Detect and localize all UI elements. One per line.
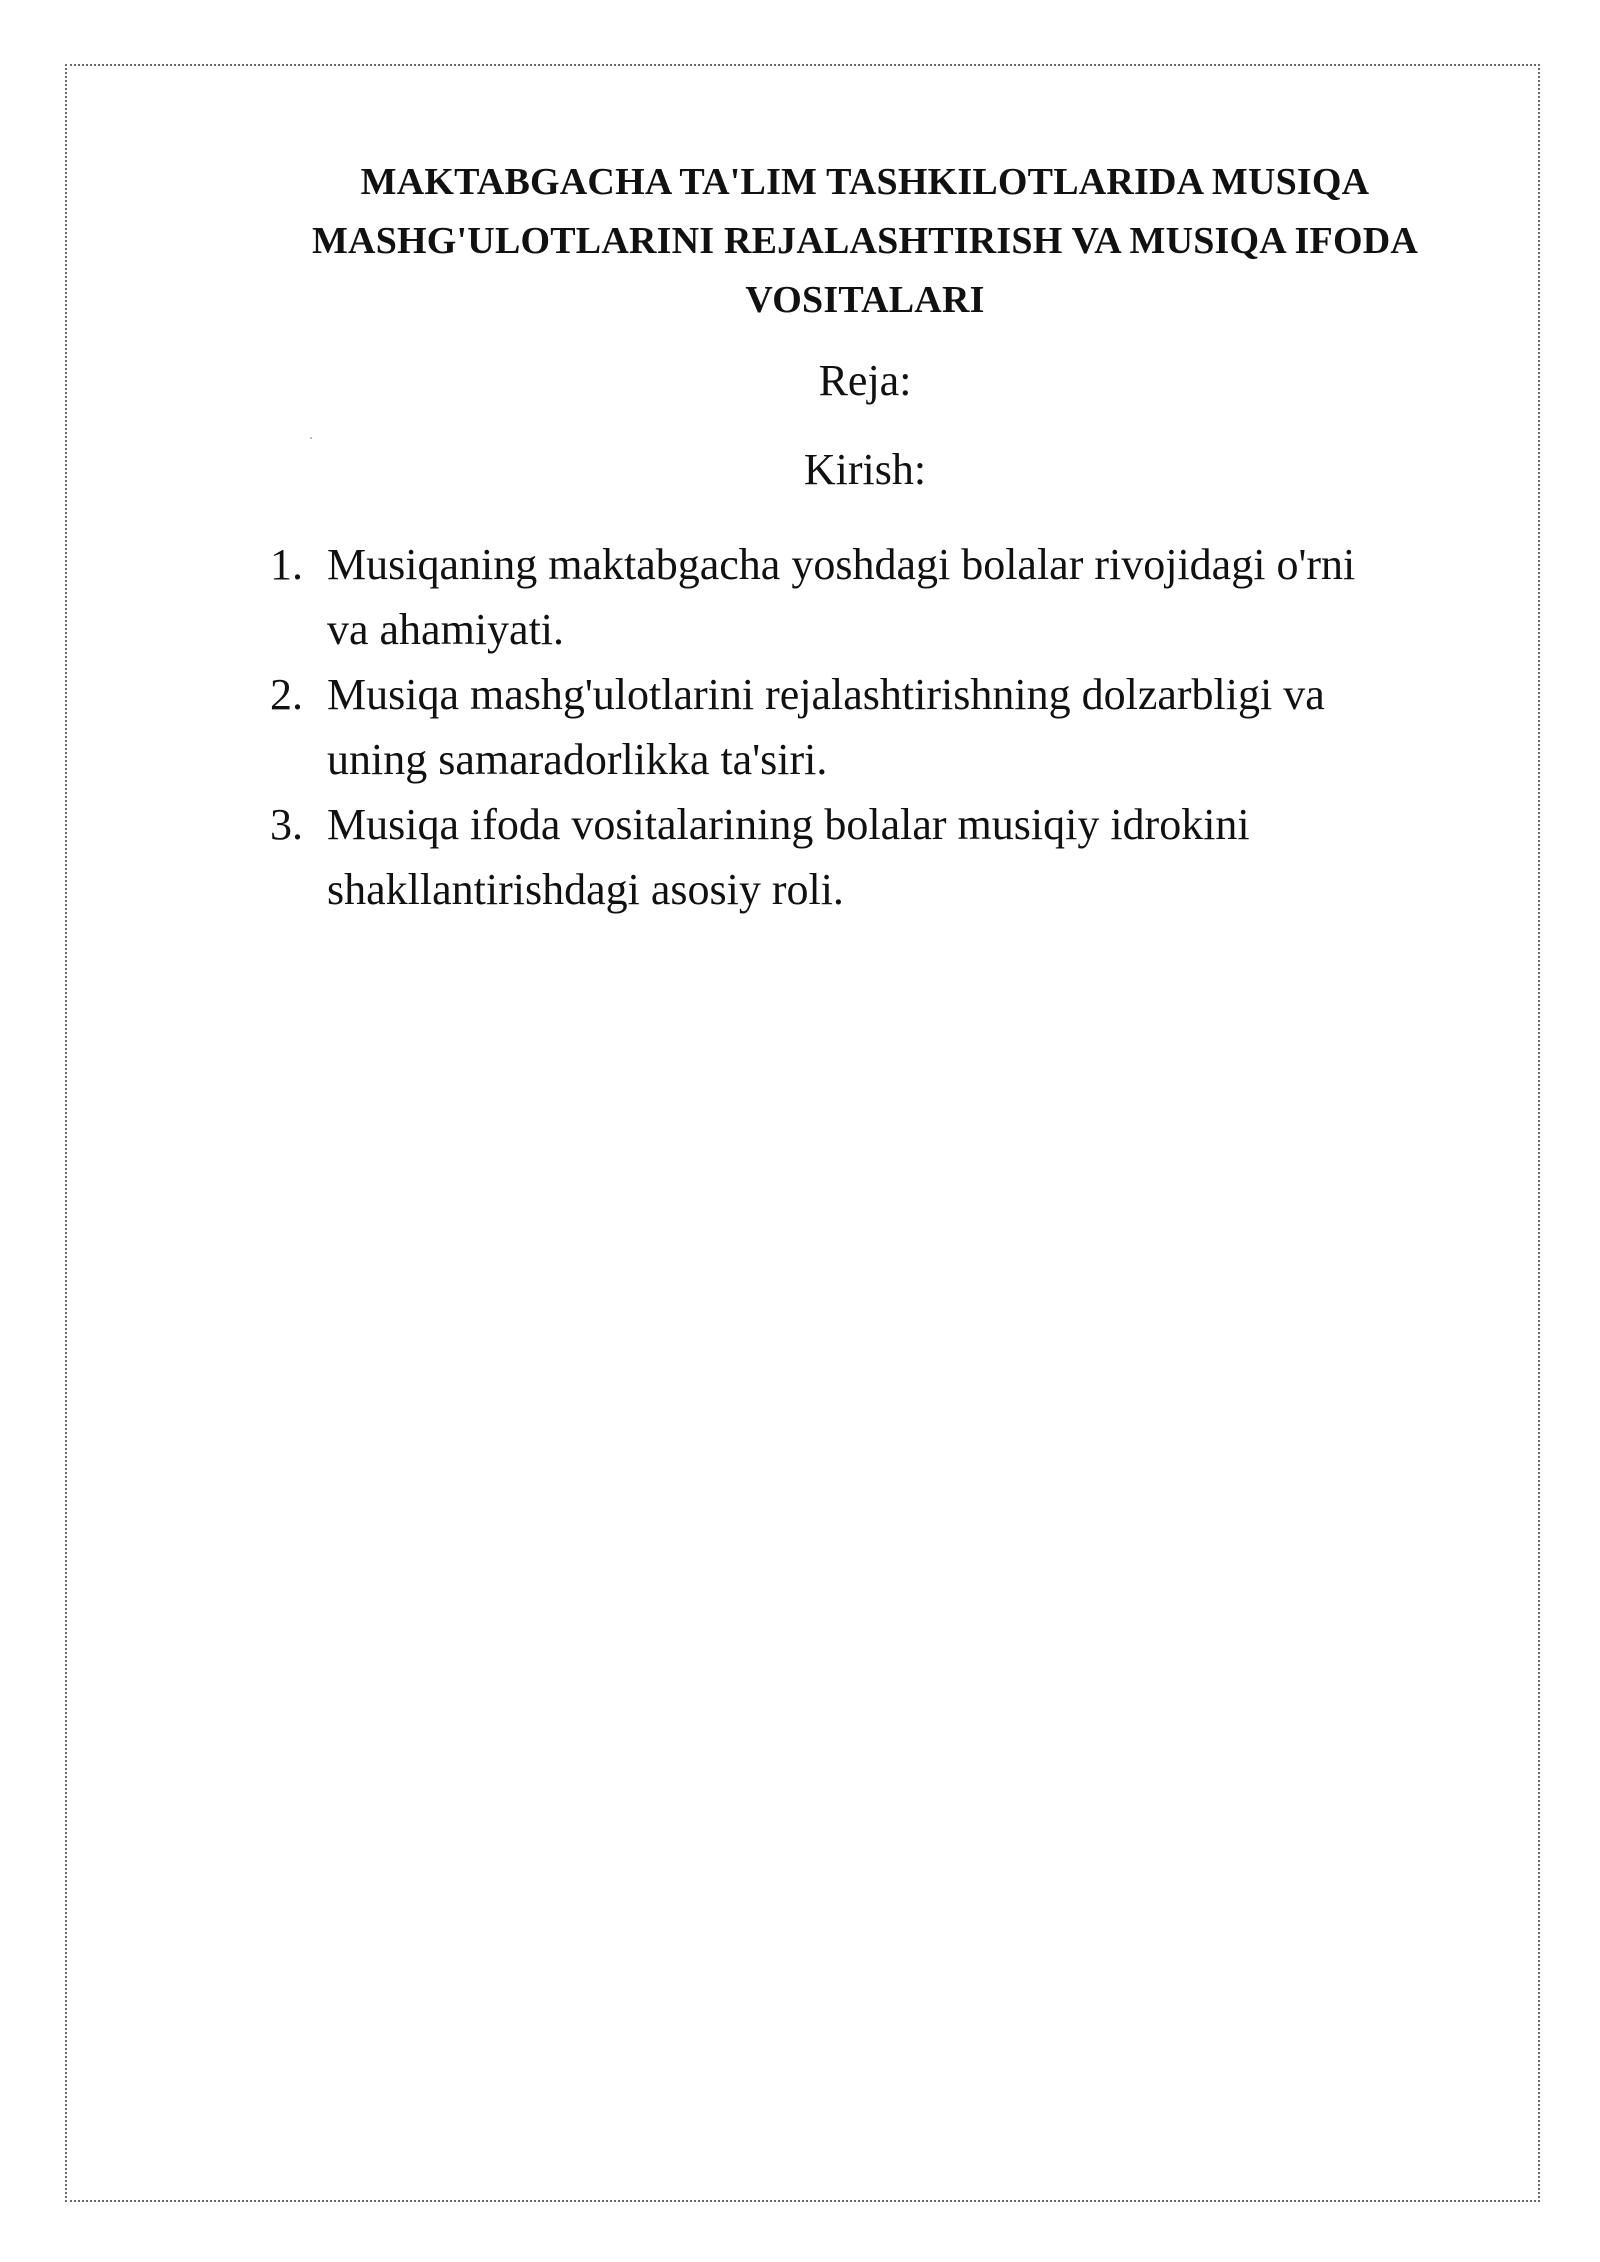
title-line-3: VOSITALARI	[745, 279, 985, 321]
plan-item-line: va ahamiyati.	[327, 605, 565, 654]
title-line-1: MAKTABGACHA TA'LIM TASHKILOTLARIDA MUSIQA	[360, 161, 1370, 203]
scan-speck	[310, 437, 312, 439]
plan-item-2	[270, 662, 1500, 792]
plan-item-number: 3.	[270, 800, 303, 849]
plan-item-text	[327, 792, 1500, 922]
plan-item-line: Musiqaning maktabgacha yoshdagi bolalar rivojidagi o'rni	[327, 540, 1356, 589]
plan-item-line: shakllantirishdagi asosiy roli.	[327, 865, 844, 914]
document-title	[210, 153, 1520, 330]
plan-item-line: uning samaradorlikka ta'siri.	[327, 735, 828, 784]
plan-item-number: 1.	[270, 540, 303, 589]
plan-item-line: Musiqa mashg'ulotlarini rejalashtirishning dolzarbligi va	[327, 670, 1325, 719]
plan-list	[270, 532, 1500, 922]
plan-item-1	[270, 532, 1500, 662]
plan-item-line: Musiqa ifoda vositalarining bolalar musiqiy idrokini	[327, 800, 1250, 849]
plan-item-3	[270, 792, 1500, 922]
plan-item-text	[327, 532, 1500, 662]
intro-heading: Kirish:	[803, 445, 927, 494]
plan-heading: Reja:	[818, 356, 912, 405]
title-line-2: MASHG'ULOTLARINI REJALASHTIRISH VA MUSIQA IFODA	[311, 220, 1418, 262]
plan-item-text	[327, 662, 1500, 792]
plan-item-number: 2.	[270, 670, 303, 719]
